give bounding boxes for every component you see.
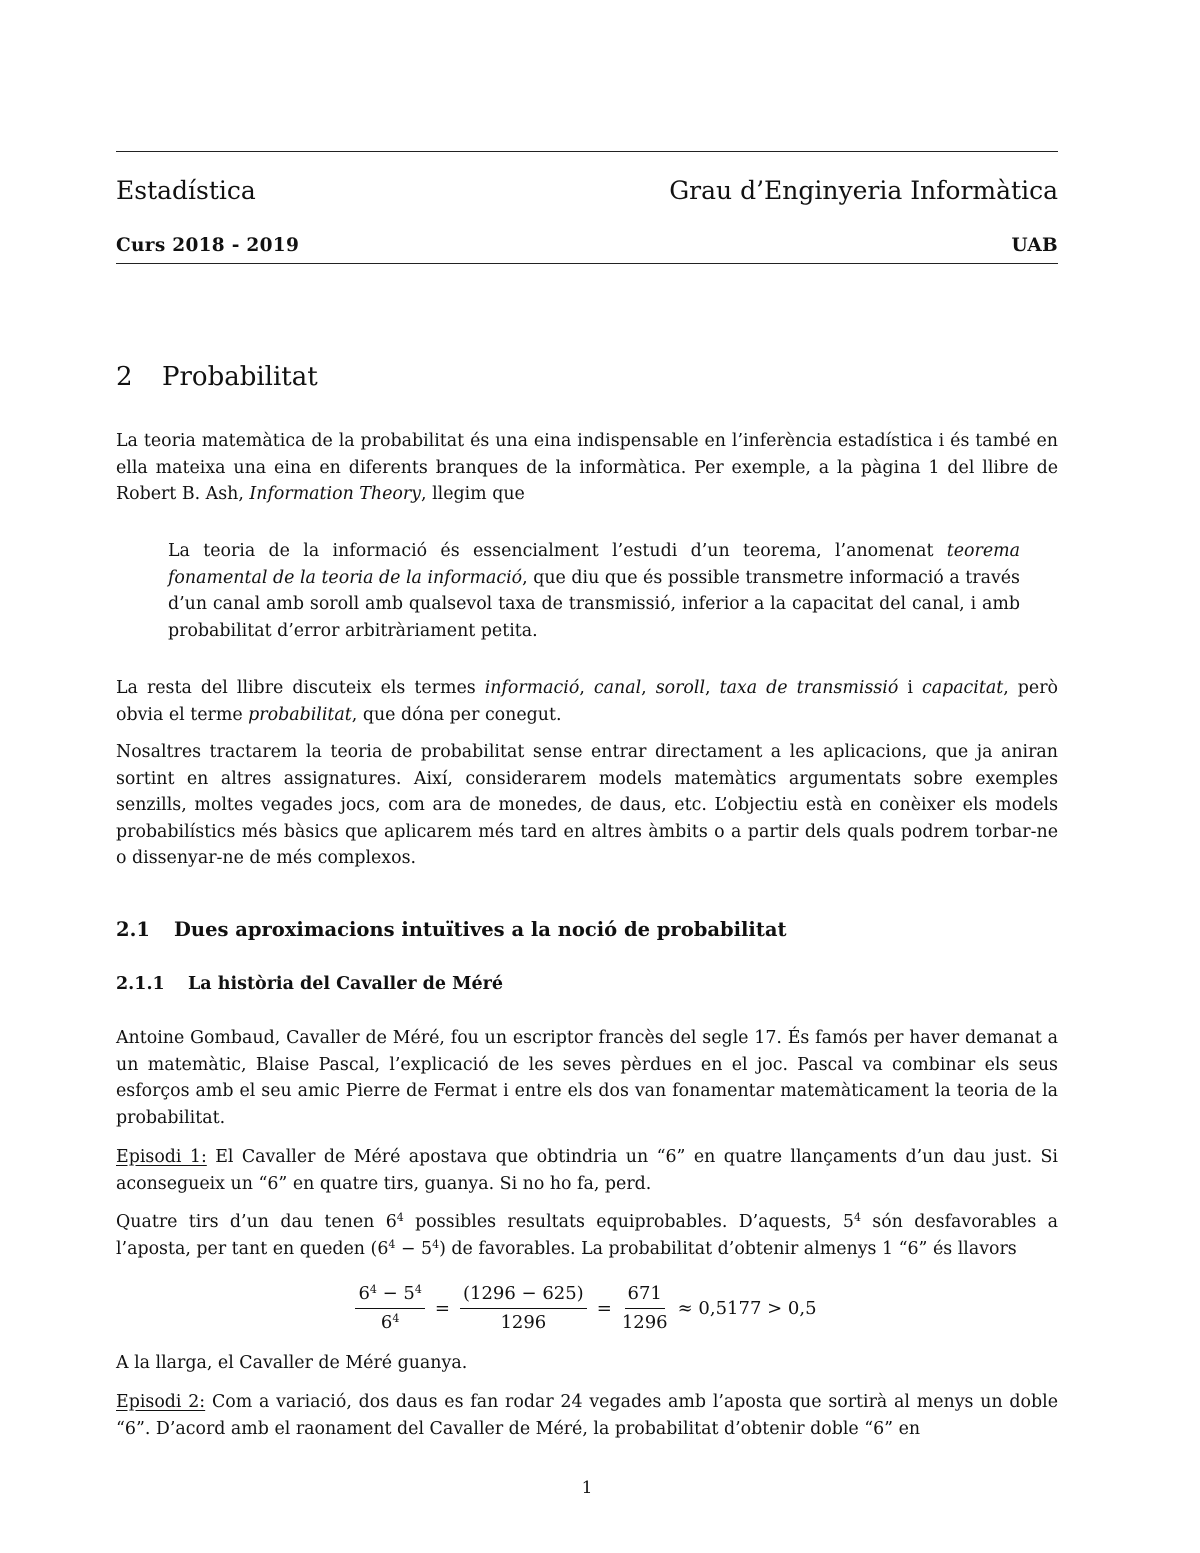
book-title: Information Theory xyxy=(249,484,422,504)
exponent: 4 xyxy=(414,1283,422,1296)
exponent: 4 xyxy=(396,1211,404,1224)
terms-text-end: , que dóna per conegut. xyxy=(351,704,562,725)
outcomes-paragraph xyxy=(116,1209,1058,1262)
episode-2-label: Episodi 2: xyxy=(116,1392,206,1412)
university: UAB xyxy=(1011,235,1058,256)
outcomes-text-end: ) de favorables. La probabilitat d’obtenir almenys 1 “6” és llavors xyxy=(439,1238,1017,1259)
exponent: 4 xyxy=(388,1237,396,1251)
exponent: 4 xyxy=(392,1312,400,1325)
episode-2-paragraph xyxy=(116,1389,1058,1442)
subsection-heading xyxy=(116,917,786,943)
history-paragraph: Antoine Gombaud, Cavaller de Méré, fou un escriptor francès del segle 17. És famós per haver demanat a un matemàtic, Blaise Pascal, l’explicació de les seves pèrdues en el joc. Pascal va combinar els seus esforços amb el seu amic Pierre de Fermat i entre els dos van fonamentar matemàticament la teoria de la probabilitat. xyxy=(116,1028,1058,1128)
outcomes-text: − 5 xyxy=(395,1238,433,1259)
episode-1-label: Episodi 1: xyxy=(116,1147,207,1167)
base: 6 xyxy=(380,1312,393,1333)
terms-text-mid: , però obvia el terme xyxy=(116,678,1058,725)
fraction-1-denominator xyxy=(381,1309,399,1335)
equals-sign: = xyxy=(434,1298,450,1319)
outcomes-text: són desfavorables a l’aposta, per tant en queden (6 xyxy=(116,1212,1058,1259)
fraction-3 xyxy=(622,1282,668,1335)
document-page xyxy=(116,0,1058,1553)
subsection-number: 2.1 xyxy=(116,918,150,941)
probability-equation xyxy=(116,1282,1058,1335)
approx-result: ≈ 0,5177 > 0,5 xyxy=(677,1298,817,1319)
equals-sign: = xyxy=(596,1298,612,1319)
fraction-2-numerator: (1296 − 625) xyxy=(460,1282,587,1309)
episode-1-text: El Cavaller de Méré apostava que obtindria un “6” en quatre llançaments d’un dau just. Si aconsegueix un “6” en quatre tirs, guanya. Si no ho fa, perd. xyxy=(116,1147,1058,1194)
separator: , xyxy=(705,678,720,698)
academic-year: Curs 2018 - 2019 xyxy=(116,235,300,256)
base: 6 xyxy=(358,1283,370,1304)
degree-title: Grau d’Enginyeria Informàtica xyxy=(669,176,1058,205)
conclusion-paragraph: A la llarga, el Cavaller de Méré guanya. xyxy=(116,1353,468,1373)
page-number: 1 xyxy=(581,1478,593,1498)
block-quote xyxy=(168,538,1020,644)
exponent: 4 xyxy=(853,1211,861,1224)
episode-1-paragraph xyxy=(116,1144,1058,1197)
fraction-2-denominator: 1296 xyxy=(500,1312,547,1333)
base: − 5 xyxy=(376,1283,415,1304)
exponent: 4 xyxy=(432,1237,440,1251)
fraction-1 xyxy=(355,1282,424,1335)
outcomes-text: Quatre tirs d’un dau tenen 6 xyxy=(116,1212,397,1232)
approach-paragraph: Nosaltres tractarem la teoria de probabilitat sense entrar directament a les aplicacions, que ja aniran sortint en altres assignatures. Així, considerarem models matemàtics argumentats sobre exemples senzills, moltes vegades jocs, com ara de monedes, de daus, etc. L’objectiu està en conèixer els models probabilístics més bàsics que aplicarem més tard en altres àmbits o a partir dels quals podrem torbar-ne o dissenyar-ne de més complexos. xyxy=(116,742,1058,868)
quote-text-end: , que diu que és possible transmetre informació a través d’un canal amb soroll amb qualsevol taxa de transmissió, inferior a la capacitat del canal, i amb probabilitat d’error arbitràriament petita. xyxy=(168,567,1020,641)
episode-2-text: Com a variació, dos daus es fan rodar 24 vegades amb l’aposta que sortirà al menys un doble “6”. D’acord amb el raonament del Cavaller de Méré, la probabilitat d’obtenir doble “6” en xyxy=(116,1392,1058,1439)
subsubsection-number: 2.1.1 xyxy=(116,974,165,994)
term-informacio: informació xyxy=(484,678,580,698)
intro-paragraph xyxy=(116,428,1058,508)
fraction-3-numerator: 671 xyxy=(625,1282,665,1309)
fraction-1-numerator xyxy=(355,1282,424,1309)
fraction-3-denominator: 1296 xyxy=(621,1312,668,1333)
quote-text: La teoria de la informació és essencialment l’estudi d’un teorema, l’anomenat xyxy=(168,541,947,561)
term-soroll: soroll xyxy=(655,678,706,698)
separator: , xyxy=(641,678,656,698)
subsubsection-heading xyxy=(116,972,503,996)
section-heading xyxy=(116,360,318,394)
intro-text-end: , llegim que xyxy=(421,484,525,504)
terms-text: La resta del llibre discuteix els termes xyxy=(116,678,485,698)
outcomes-text: possibles resultats equiprobables. D’aquests, 5 xyxy=(403,1212,854,1232)
subsubsection-title: La història del Cavaller de Méré xyxy=(188,974,503,994)
subsection-title: Dues aproximacions intuïtives a la noció de probabilitat xyxy=(174,918,787,941)
course-title: Estadística xyxy=(116,176,256,205)
separator: , xyxy=(579,678,594,698)
term-canal: canal xyxy=(593,678,642,698)
fraction-2 xyxy=(460,1282,587,1335)
exponent: 4 xyxy=(369,1283,377,1296)
term-taxa: taxa de transmissió xyxy=(719,678,899,698)
section-title: Probabilitat xyxy=(162,362,318,392)
term-probabilitat: probabilitat xyxy=(248,704,352,725)
section-number: 2 xyxy=(116,362,133,392)
header-top-rule xyxy=(116,151,1058,152)
header-bottom-rule xyxy=(116,263,1058,264)
intro-text: La teoria matemàtica de la probabilitat és una eina indispensable en l’inferència estadística i és també en ella mateixa una eina en diferents branques de la informàtica. Per exemple, a la pàgina 1 del llibre de Robert B. Ash, xyxy=(116,431,1058,504)
terms-paragraph xyxy=(116,675,1058,728)
quote-theorem-name: teorema fonamental de la teoria de la informació xyxy=(168,541,1020,588)
term-capacitat: capacitat xyxy=(921,678,1004,698)
separator: i xyxy=(898,678,922,698)
